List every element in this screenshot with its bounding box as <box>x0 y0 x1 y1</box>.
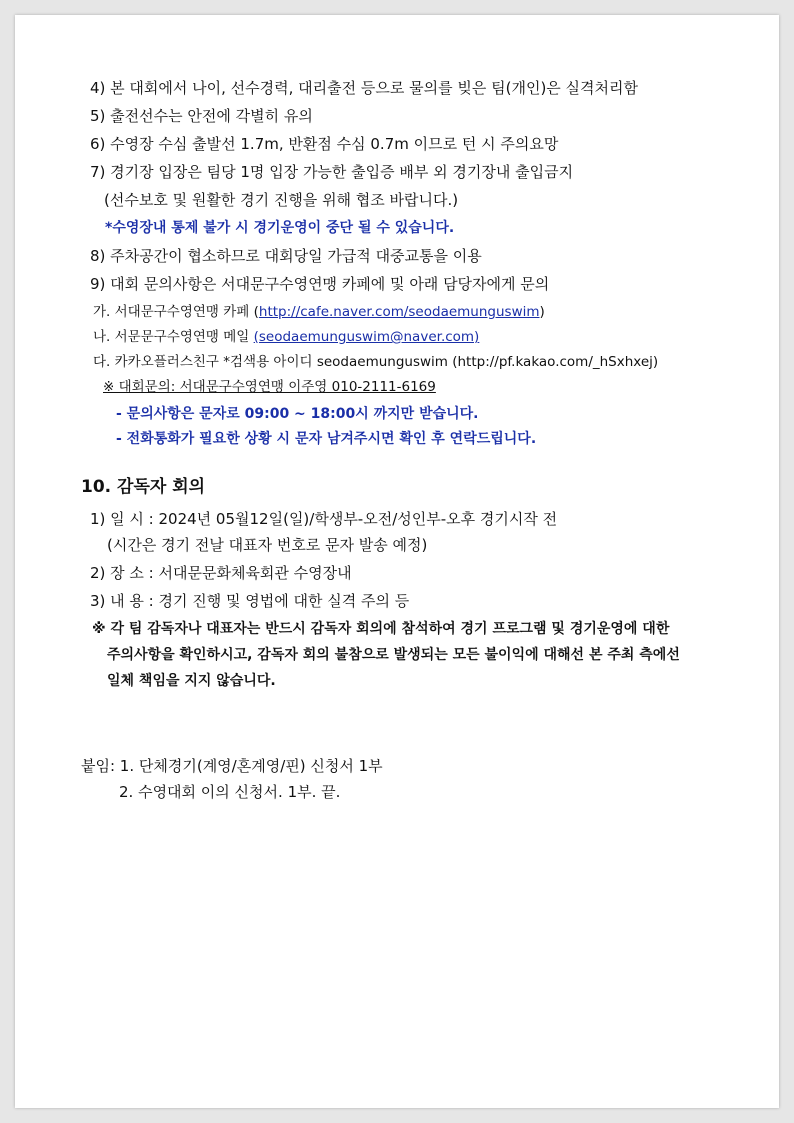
meeting-warning-3: 일체 책임을 지지 않습니다. <box>107 673 276 689</box>
inquiry-callback-note: - 전화통화가 필요한 상황 시 문자 남겨주시면 확인 후 연락드립니다. <box>116 431 537 447</box>
contact-cafe-label: 가. 서대문구수영연맹 카페 ( <box>93 304 259 320</box>
meeting-datetime-note: (시간은 경기 전날 대표자 번호로 문자 발송 예정) <box>107 536 428 554</box>
document-page <box>15 15 779 1108</box>
contact-cafe <box>93 302 545 322</box>
pool-control-notice: *수영장내 통제 불가 시 경기운영이 중단 될 수 있습니다. <box>105 220 455 236</box>
item-9: 9) 대회 문의사항은 서대문구수영연맹 카페에 및 아래 담당자에게 문의 <box>90 275 550 293</box>
cafe-link[interactable]: http://cafe.naver.com/seodaemunguswim <box>258 304 540 320</box>
contact-email-label: 나. 서문문구수영연맹 메일 <box>93 329 254 345</box>
item-7: 7) 경기장 입장은 팀당 1명 입장 가능한 출입증 배부 외 경기장내 출입금지 <box>90 163 574 181</box>
contact-kakao: 다. 카카오플러스친구 *검색용 아이디 seodaemunguswim (http://pf.kakao.com/_hSxhxej) <box>93 354 659 370</box>
inquiry-contact: ※ 대회문의: 서대문구수영연맹 이주영 010-2111-6169 <box>103 379 436 395</box>
item-8: 8) 주차공간이 협소하므로 대회당일 가급적 대중교통을 이용 <box>90 247 482 265</box>
attachment-2: 2. 수영대회 이의 신청서. 1부. 끝. <box>119 783 341 801</box>
email-link[interactable]: (seodaemunguswim@naver.com) <box>253 329 480 345</box>
contact-email <box>93 327 479 347</box>
inquiry-hours-note: - 문의사항은 문자로 09:00 ~ 18:00시 까지만 받습니다. <box>116 406 479 422</box>
meeting-content: 3) 내 용 : 경기 진행 및 영법에 대한 실격 주의 등 <box>90 592 410 610</box>
contact-cafe-suffix: ) <box>539 304 545 320</box>
meeting-datetime: 1) 일 시 : 2024년 05월12일(일)/학생부-오전/성인부-오후 경기시작 전 <box>90 510 558 528</box>
item-7-subtext: (선수보호 및 원활한 경기 진행을 위해 협조 바랍니다.) <box>104 191 459 209</box>
meeting-warning-2: 주의사항을 확인하시고, 감독자 회의 불참으로 발생되는 모든 불이익에 대해선 본 주최 측에선 <box>107 647 680 663</box>
item-4: 4) 본 대회에서 나이, 선수경력, 대리출전 등으로 물의를 빚은 팀(개인)은 실격처리함 <box>90 79 638 97</box>
section-10-heading: 10. 감독자 회의 <box>81 477 206 497</box>
item-6: 6) 수영장 수심 출발선 1.7m, 반환점 수심 0.7m 이므로 턴 시 주의요망 <box>90 135 559 153</box>
meeting-location: 2) 장 소 : 서대문문화체육회관 수영장내 <box>90 564 352 582</box>
attachment-1: 붙임: 1. 단체경기(계영/혼계영/핀) 신청서 1부 <box>81 757 383 775</box>
item-5: 5) 출전선수는 안전에 각별히 유의 <box>90 107 313 125</box>
meeting-warning-1: ※ 각 팀 감독자나 대표자는 반드시 감독자 회의에 참석하여 경기 프로그램 및 경기운영에 대한 <box>92 621 670 637</box>
